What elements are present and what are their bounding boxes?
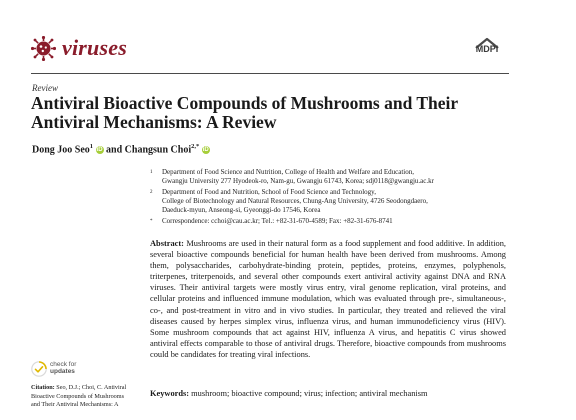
keywords-label: Keywords:	[150, 389, 190, 398]
keywords-text: mushroom; bioactive compound; virus; infection; antiviral mechanism	[191, 389, 428, 398]
affiliation-number: *	[150, 219, 153, 224]
correspondence-line: Correspondence: cchoi@cau.ac.kr; Tel.: +82-31-670-4589; Fax: +82-31-676-8741	[162, 217, 393, 225]
virus-logo-icon	[31, 36, 56, 61]
affiliation-line: College of Biotechnology and Natural Resources, Chung-Ang University, 4726 Seodongdaero,	[162, 197, 428, 205]
check-for-updates-icon[interactable]	[31, 361, 47, 377]
author-affil-sup: 2,*	[191, 143, 200, 150]
abstract-text: Mushrooms are used in their natural form as a food supplement and food additive. In addition, several bioactive compounds beneficial for human health have been derived from mushrooms. Among them, polysaccharides, carbohydrate-binding protein, peptides, proteins, enzymes, polyphenols, triterpenes, triterpenoids, and several other compounds exert antiviral activity against DNA and RNA viruses. Their antiviral targets were mostly virus entry, viral genome replication, viral proteins, and cellular proteins and influenced immune modulation, which was evaluated through pre-, simultaneous-, co-, and post-treatment in vitro and in vivo studies. In particular, they treated and relieved the viral diseases caused by herpes simplex virus, influenza virus, and human immunodeficiency virus (HIV). Some mushroom compounds that act against HIV, influenza A virus, and hepatitis C virus showed antiviral effects comparable to those of antiviral drugs. Therefore, bioactive compounds from mushrooms could be candidates for treating viral infections.	[150, 239, 506, 359]
affiliation-line: Department of Food Science and Nutrition, College of Health and Welfare and Education,	[162, 168, 415, 176]
check-for-updates[interactable]	[50, 361, 76, 375]
abstract	[150, 238, 506, 360]
journal-name: viruses	[62, 35, 127, 60]
author-connector: and	[106, 144, 123, 156]
title-line: Antiviral Bioactive Compounds of Mushrooms and Their	[31, 93, 459, 113]
publisher-name: MDPI	[475, 44, 499, 54]
affiliation-line: Department of Food and Nutrition, School of Food Science and Technology,	[162, 188, 376, 196]
citation-line: Seo, D.J.; Choi, C. Antiviral	[56, 384, 127, 391]
affiliation-line: Daeduck-myun, Anseong-si, Gyeonggi-do 17546, Korea	[162, 206, 321, 214]
title-line: Antiviral Mechanisms: A Review	[31, 112, 277, 132]
author-name[interactable]: Changsun Choi	[124, 144, 192, 156]
citation-line: and Their Antiviral Mechanisms: A	[31, 401, 119, 408]
keywords	[150, 389, 427, 398]
author-affil-sup: 1	[89, 143, 94, 150]
header-rule	[31, 73, 509, 74]
affiliation-line: Gwangju University 277 Hyodeok-ro, Nam-gu, Gwangju 61743, Korea; sdj0118@gwangju.ac.kr	[162, 177, 434, 185]
citation-line: Bioactive Compounds of Mushrooms	[31, 392, 124, 400]
cfu-line: check for	[50, 361, 77, 368]
author-list	[32, 143, 210, 155]
affiliation-number: 2	[150, 190, 153, 195]
article-title	[31, 94, 501, 132]
cfu-line: updates	[50, 368, 75, 375]
citation-block	[31, 384, 141, 410]
orcid-icon[interactable]: iD	[96, 147, 103, 154]
article-type: Review	[32, 83, 58, 93]
abstract-label: Abstract:	[150, 239, 184, 248]
citation-label: Citation:	[31, 384, 55, 391]
orcid-icon[interactable]: iD	[202, 147, 209, 154]
affiliation-number: 1	[150, 170, 153, 175]
author-name[interactable]: Dong Joo Seo	[32, 144, 90, 156]
